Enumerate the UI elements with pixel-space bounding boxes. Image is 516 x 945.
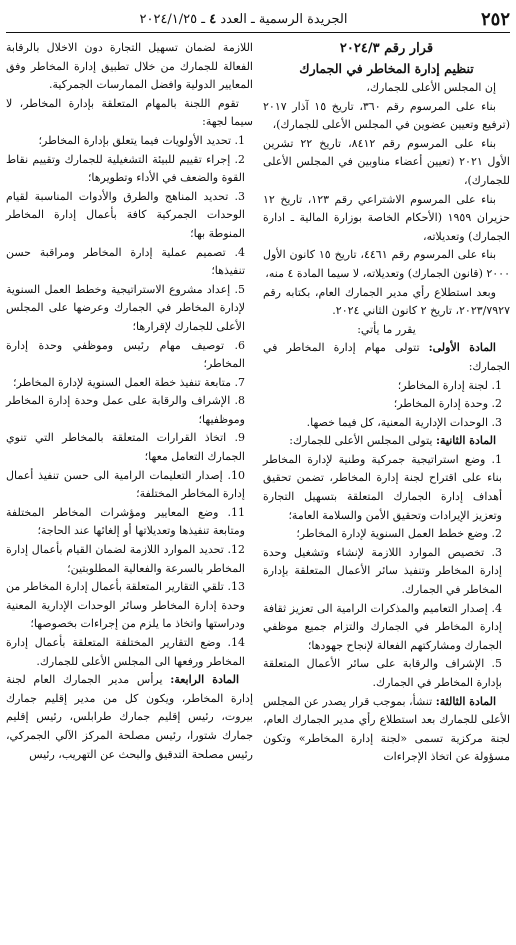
committee-task: 6. توصيف مهام رئيس وموظفي وحدة إدارة المخاطر؛ <box>6 338 245 371</box>
decree-title: قرار رقم ٢٠٢٤/٣ <box>339 41 434 56</box>
article-4 <box>6 671 253 764</box>
committee-task: 3. تحديد المناهج والطرق والأدوات المناسبة لقيام الوحدات الجمركية كافة بأعمال إدارة المخاطر المنوطة بها؛ <box>6 189 245 240</box>
article-3-continuation: اللازمة لضمان تسهيل التجارة دون الاخلال بالرقابة الفعالة للجمارك من خلال تطبيق إدارة المخاطر وفق المعايير الدولية وافضل الممارسات الجمركية. <box>6 41 253 92</box>
preamble-line: بناء على المرسوم رقم ٨٤١٢، تاريخ ٢٢ تشرين الأول ٢٠٢١ (تعيين أعضاء مناوبين في المجلس الأعلى للجمارك)، <box>263 136 510 187</box>
decides-line: يقرر ما يأتي: <box>357 322 416 336</box>
decree-subtitle: تنظيم إدارة المخاطر في الجمارك <box>299 61 474 76</box>
committee-task: 9. اتخاذ القرارات المتعلقة بالمخاطر التي تنوي الجمارك التعامل معها؛ <box>6 431 245 464</box>
article-1-text: تتولى مهام إدارة المخاطر في الجمارك: <box>263 341 510 373</box>
article-2-item: 1. وضع استراتيجية جمركية وطنية لإدارة المخاطر بناء على اقتراح لجنة إدارة المخاطر، تضمن تحقيق أهداف إدارة الجمارك المتعلقة بتسهيل التجارة وتعزيز الإيرادات وتحقيق الأمن والسلامة العامة؛ <box>263 452 502 522</box>
article-1-item: 3. الوحدات الإدارية المعنية، كل فيما خصها. <box>306 415 502 429</box>
article-2-item: 4. إصدار التعاميم والمذكرات الرامية الى تعزيز ثقافة إدارة المخاطر في الجمارك والتزام جميع موظفي الجمارك ومشاركتهم الفعالة لإنجاح جهودها؛ <box>263 601 502 652</box>
left-column <box>6 39 253 767</box>
article-2-item: 2. وضع خطط العمل السنوية لإدارة المخاطر؛ <box>296 527 502 541</box>
page-number: ٢٥٢ <box>480 8 510 30</box>
preamble-line: بناء على المرسوم الاشتراعي رقم ١٢٣، تاريخ ١٢ حزيران ١٩٥٩ (الأحكام الخاصة بوزارة المالية ـ ادارة الجمارك) وتعديلاته، <box>263 192 510 243</box>
committee-task: 11. وضع المعايير ومؤشرات المخاطر المختلفة ومتابعة تنفيذها وتعديلاتها أو إلغائها عند الحاجة؛ <box>6 505 245 538</box>
article-1-item: 1. لجنة إدارة المخاطر؛ <box>397 378 502 392</box>
page-header <box>6 6 510 33</box>
committee-task: 2. إجراء تقييم للبيئة التشغيلية للجمارك وتقييم نقاط القوة والضعف في الأداء وتطويرها؛ <box>6 152 245 185</box>
preamble-line: بناء على المرسوم رقم ٣٦٠، تاريخ ١٥ آذار ٢٠١٧ (ترفيع وتعيين عضوين في المجلس الأعلى للجمارك)، <box>263 99 510 132</box>
article-2 <box>263 432 510 451</box>
issue-number: ٤ <box>209 11 217 27</box>
article-3-label: المادة الثالثة: <box>435 694 497 708</box>
committee-task: 12. تحديد الموارد اللازمة لضمان القيام بأعمال إدارة المخاطر بالسرعة والفعالية المطلوبتين؛ <box>6 543 245 575</box>
journal-name: الجريدة الرسمية ـ العدد <box>220 11 348 27</box>
preamble-line: وبعد استطلاع رأي مدير الجمارك العام، بكتابه رقم ٢٠٢٣/٧٩٢٧، تاريخ ٢ كانون الثاني ٢٠٢٤. <box>263 285 510 318</box>
article-2-text: يتولى المجلس الأعلى للجمارك: <box>289 434 433 448</box>
article-3 <box>263 693 510 767</box>
article-2-item: 3. تخصيص الموارد اللازمة لإنشاء وتشغيل وحدة إدارة المخاطر وتنفيذ سائر الأعمال المتعلقة بإدارة المخاطر في الجمارك. <box>263 545 502 597</box>
committee-task: 5. إعداد مشروع الاستراتيجية وخطط العمل السنوية لإدارة المخاطر في الجمارك وعرضها على المجلس الأعلى للجمارك لإقرارها؛ <box>6 282 245 333</box>
committee-task: 1. تحديد الأولويات فيما يتعلق بإدارة المخاطر؛ <box>38 133 245 147</box>
article-1-item: 2. وحدة إدارة المخاطر؛ <box>393 397 502 411</box>
committee-task: 4. تصميم عملية إدارة المخاطر ومراقبة حسن تنفيذها؛ <box>6 245 245 278</box>
preamble-line: إن المجلس الأعلى للجمارك، <box>366 81 496 94</box>
article-2-item: 5. الإشراف والرقابة على سائر الأعمال المتعلقة بإدارة المخاطر في الجمارك. <box>263 657 502 689</box>
article-4-text: يرأس مدير الجمارك العام لجنة إدارة المخاطر، ويكون كل من مدير إقليم جمارك بيروت، رئيس إقليم جمارك طرابلس، رئيس إقليم جمارك شتورا، رئيس مصلحة المركز الآلي الجمركي، رئيس مصلحة التدقيق والبحث عن التهريب، رئيس <box>6 673 253 761</box>
issue-date: ـ ٢٠٢٤/١/٢٥ <box>139 11 206 27</box>
article-3-text: تنشأ، بموجب قرار يصدر عن المجلس الأعلى للجمارك بعد استطلاع رأي مدير الجمارك العام، لجنة مركزية تسمى «لجنة إدارة المخاطر» وتكون مسؤولة عن اتخاذ الإجراءات <box>263 694 510 764</box>
article-2-label: المادة الثانية: <box>435 434 496 448</box>
article-4-label: المادة الرابعة: <box>170 673 239 687</box>
article-1 <box>263 339 510 376</box>
committee-task: 7. متابعة تنفيذ خطة العمل السنوية لإدارة المخاطر؛ <box>13 375 245 389</box>
article-1-label: المادة الأولى: <box>428 341 496 355</box>
committee-task: 14. وضع التقارير المختلفة المتعلقة بأعمال إدارة المخاطر ورفعها الى المجلس الأعلى للجمارك. <box>6 636 245 668</box>
preamble-line: بناء على المرسوم رقم ٤٤٦١، تاريخ ١٥ كانون الأول ٢٠٠٠ (قانون الجمارك) وتعديلاته، لا سيما المادة ٤ منه، <box>263 248 510 280</box>
committee-intro: تقوم اللجنة بالمهام المتعلقة بإدارة المخاطر، لا سيما لجهة: <box>6 96 253 129</box>
text-columns <box>6 39 510 767</box>
committee-task: 13. تلقي التقارير المتعلقة بأعمال إدارة المخاطر من وحدة إدارة المخاطر وسائر الوحدات الإدارية المعنية ودراستها واتخاذ ما يلزم من إجراءات بخصوصها؛ <box>6 580 245 631</box>
committee-task: 10. إصدار التعليمات الرامية الى حسن تنفيذ أعمال إدارة المخاطر المختلفة؛ <box>6 468 245 501</box>
right-column <box>263 39 510 767</box>
journal-header <box>6 12 481 27</box>
committee-task: 8. الإشراف والرقابة على عمل وحدة إدارة المخاطر وموظفيها؛ <box>6 394 245 426</box>
